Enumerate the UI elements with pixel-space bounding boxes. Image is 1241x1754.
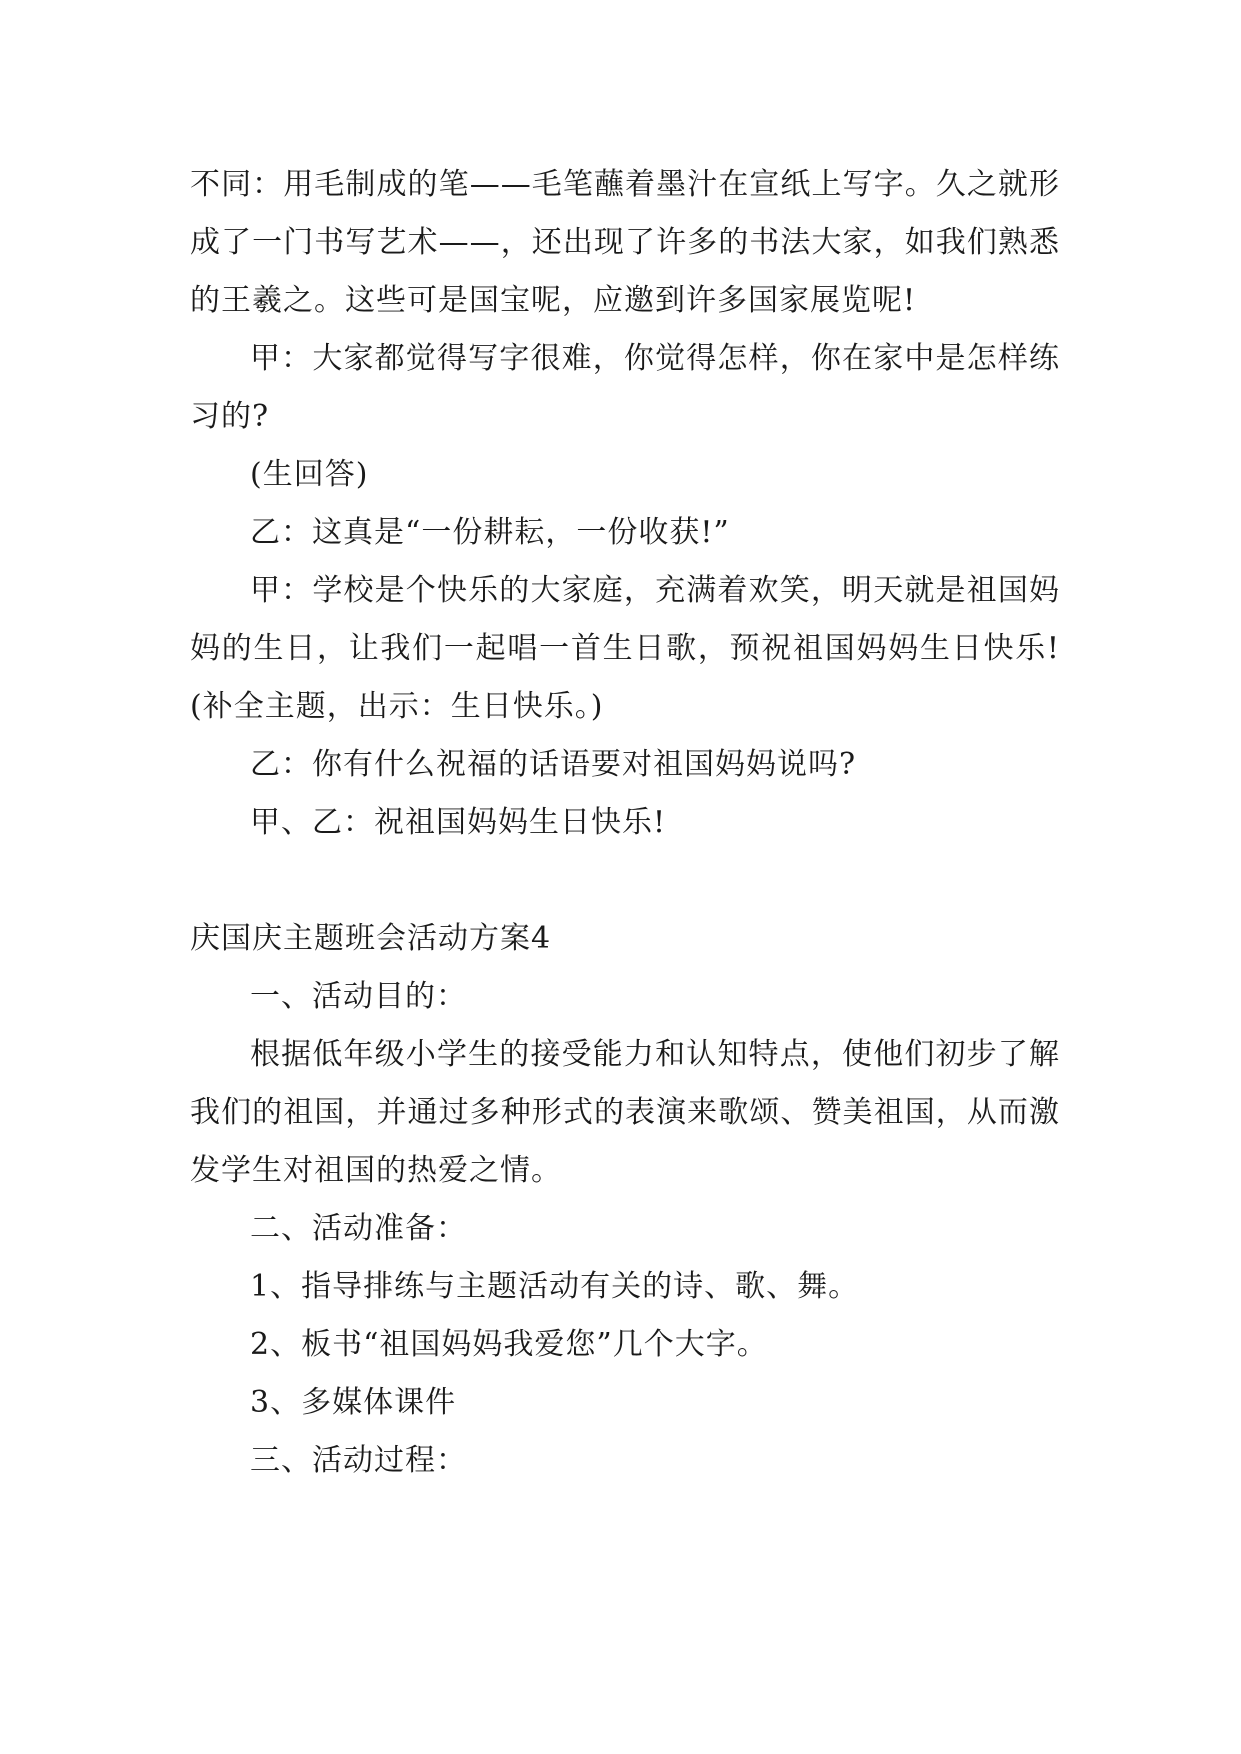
paragraph-dialogue-jia-birthday: 甲：学校是个快乐的大家庭，充满着欢笑，明天就是祖国妈妈的生日，让我们一起唱一首生日歌，预祝祖国妈妈生日快乐!(补全主题，出示：生日快乐。) xyxy=(190,573,1060,724)
section-spacer xyxy=(190,852,1060,910)
paragraph-activity-goal: 根据低年级小学生的接受能力和认知特点，使他们初步了解我们的祖国，并通过多种形式的表演来歌颂、赞美祖国，从而激发学生对祖国的热爱之情。 xyxy=(190,1037,1060,1188)
list-item-preparation-3: 3、多媒体课件 xyxy=(250,1385,457,1420)
paragraph-dialogue-jia-yi-together: 甲、乙：祝祖国妈妈生日快乐! xyxy=(250,805,667,840)
section-title: 庆国庆主题班会活动方案4 xyxy=(190,921,552,956)
heading-activity-preparation: 二、活动准备： xyxy=(250,1211,467,1246)
paragraph-student-answer: (生回答) xyxy=(250,457,369,492)
paragraph-dialogue-yi-wishes: 乙：你有什么祝福的话语要对祖国妈妈说吗? xyxy=(250,747,857,782)
list-item-preparation-2: 2、板书“祖国妈妈我爱您”几个大字。 xyxy=(250,1327,768,1362)
list-item-preparation-1: 1、指导排练与主题活动有关的诗、歌、舞。 xyxy=(250,1269,860,1304)
paragraph-calligraphy: 不同：用毛制成的笔——毛笔蘸着墨汁在宣纸上写字。久之就形成了一门书写艺术——，还出现了许多的书法大家，如我们熟悉的王羲之。这些可是国宝呢，应邀到许多国家展览呢! xyxy=(190,167,1060,318)
paragraph-dialogue-jia-practice: 甲：大家都觉得写字很难，你觉得怎样，你在家中是怎样练习的? xyxy=(190,341,1060,434)
document-body xyxy=(190,156,1060,1490)
heading-activity-process: 三、活动过程： xyxy=(250,1443,467,1478)
paragraph-dialogue-yi-harvest: 乙：这真是“一份耕耘，一份收获!” xyxy=(250,515,730,550)
heading-activity-goal: 一、活动目的： xyxy=(250,979,467,1014)
